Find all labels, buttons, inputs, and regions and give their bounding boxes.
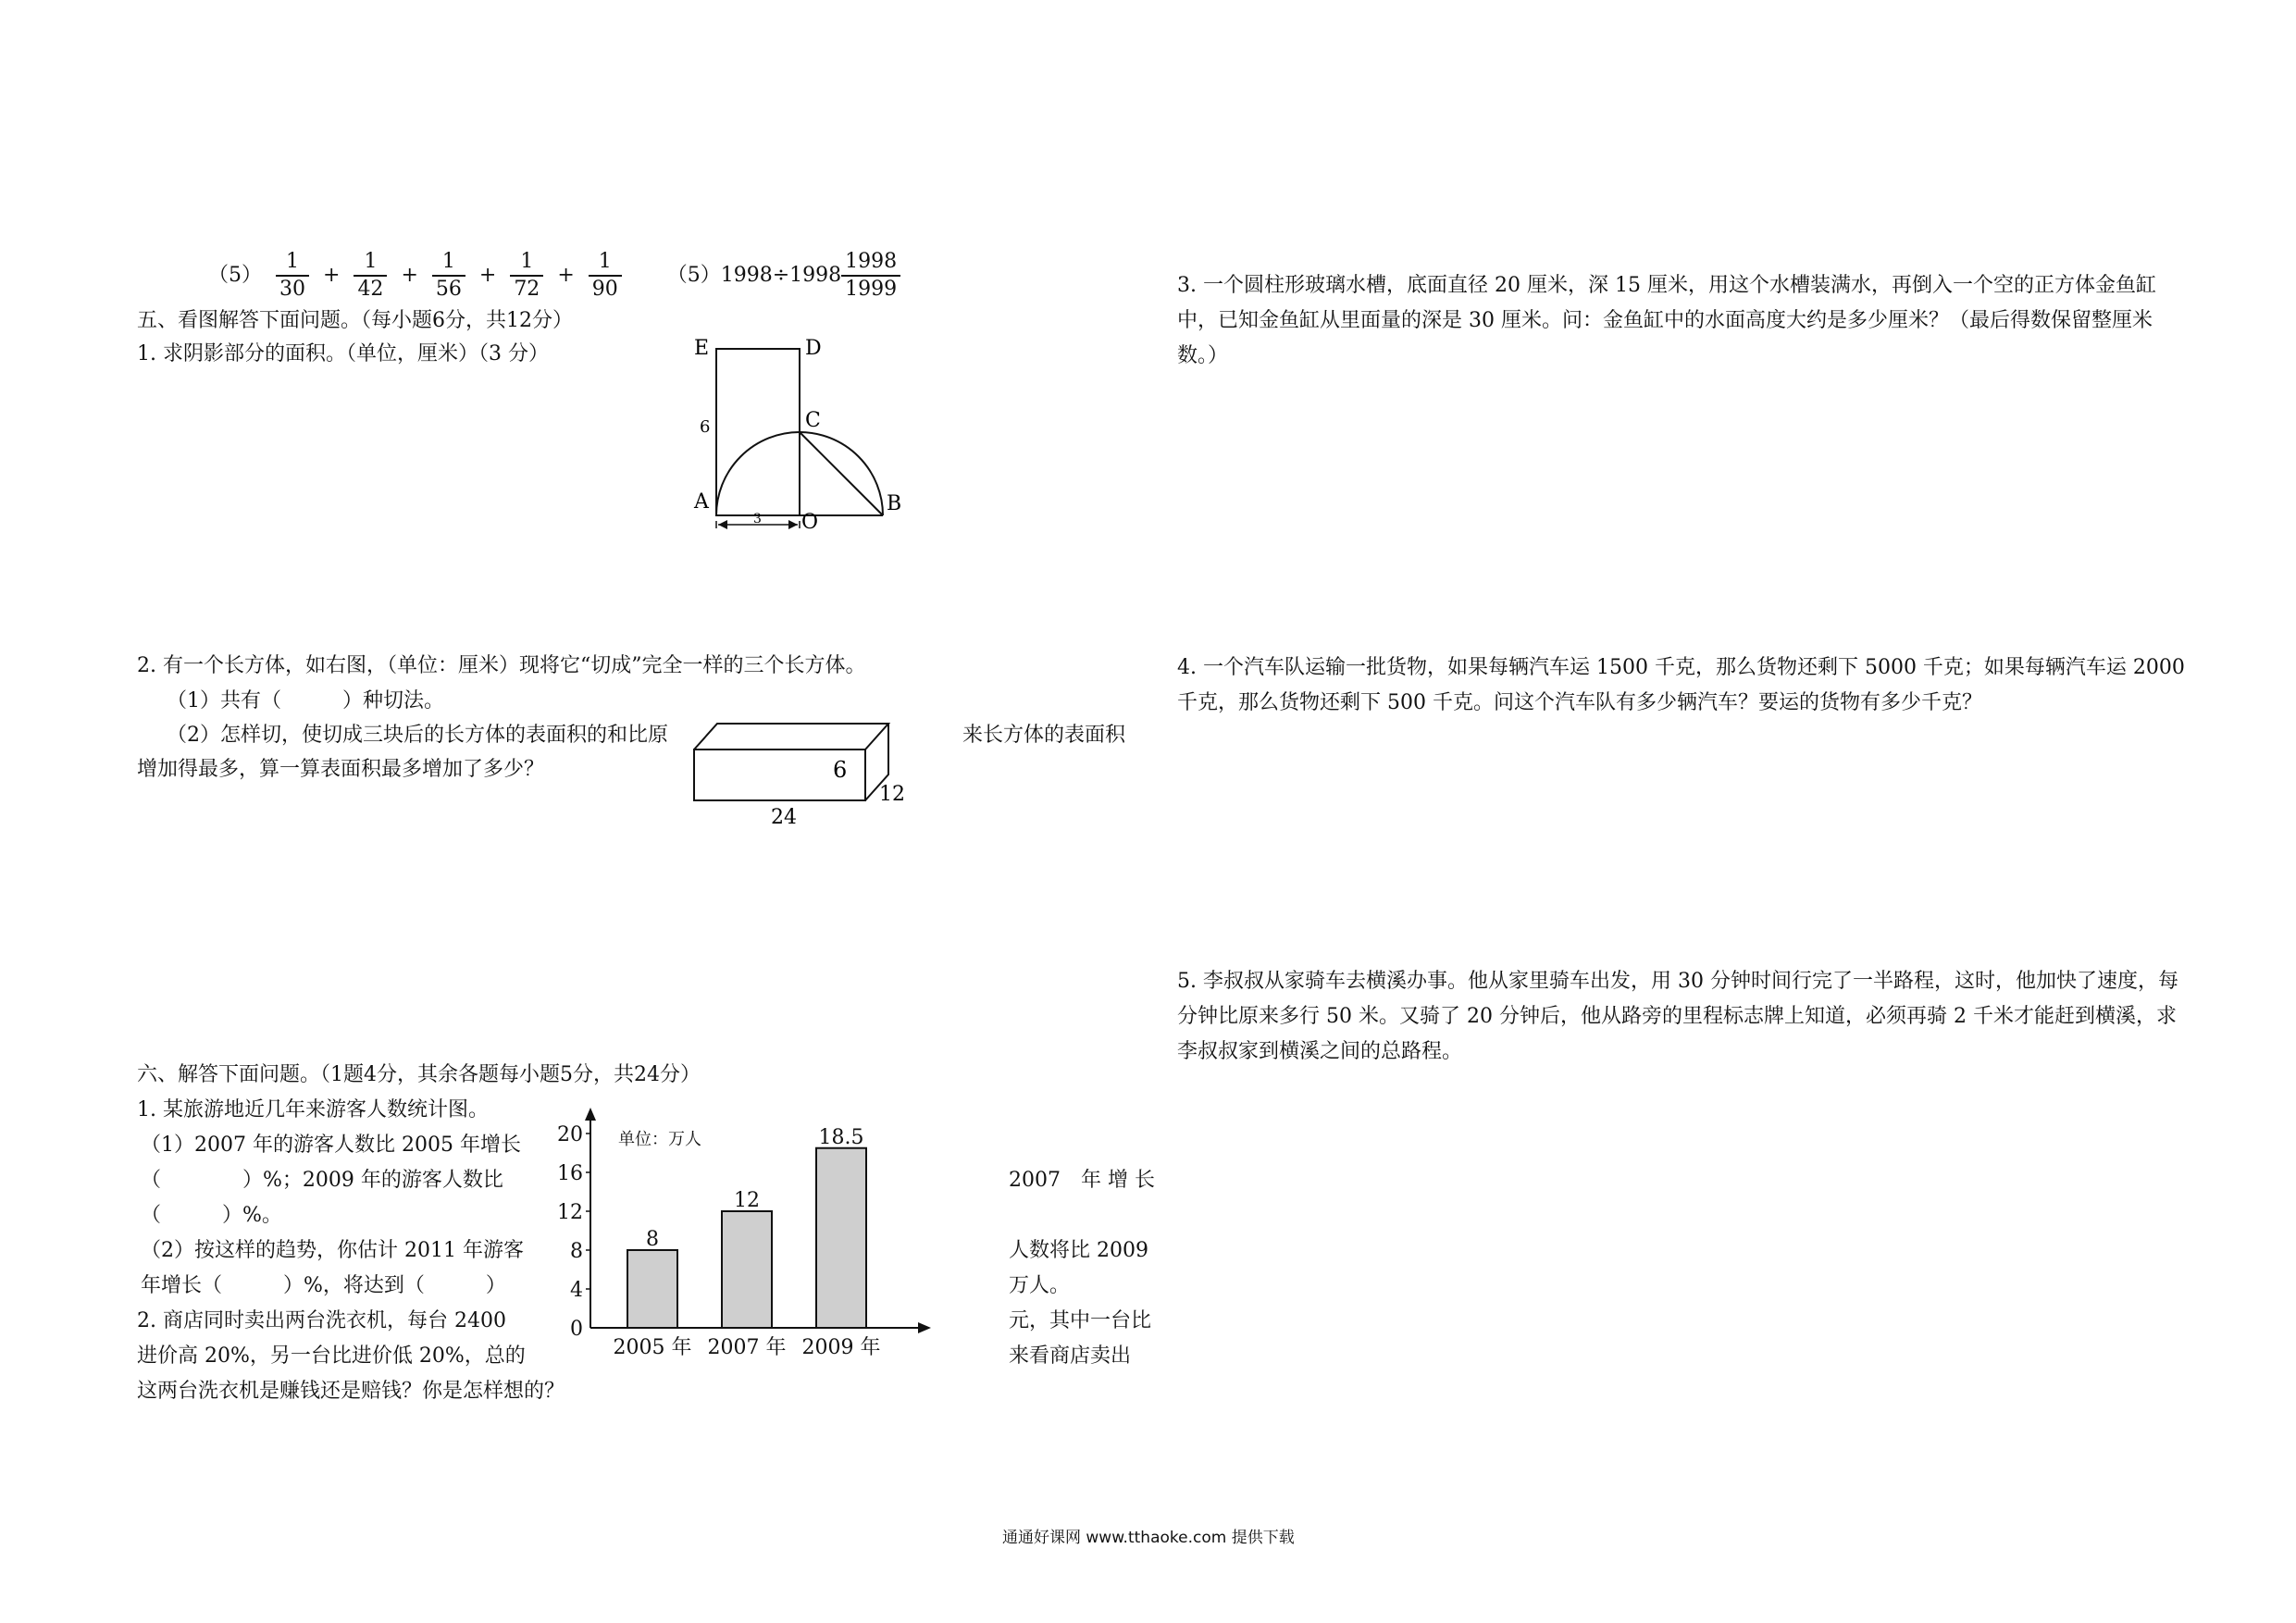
- chart-bars: [614, 1126, 881, 1359]
- s6-q1-line4a: （2）按这样的趋势，你估计 2011 年游客: [141, 1239, 524, 1262]
- label-D: D: [805, 338, 822, 360]
- y-tick-label: 8: [570, 1240, 583, 1263]
- bar-value-label: 8: [646, 1228, 659, 1251]
- s5-question-2-line3b: 来长方体的表面积: [962, 724, 1126, 747]
- plus-sign: +: [478, 264, 497, 287]
- right-question-5: 5. 李叔叔从家骑车去横溪办事。他从家里骑车出发，用 30 分钟时间行完了一半路程，这时，他加快了速度，每分钟比原来多行 50 米。又骑了 20 分钟后，他从路旁的里程标志牌上知道，必须再骑 2 千米才能赶到横溪，求李叔叔家到横溪之间的总路程。: [1177, 970, 2178, 1063]
- bar-value-label: 18.5: [818, 1125, 864, 1149]
- calc-line-5: [208, 248, 908, 304]
- s6-q2-line1a: 2. 商店同时卖出两台洗衣机，每台 2400: [137, 1309, 506, 1332]
- label-6: 6: [700, 417, 711, 437]
- cuboid-figure: [689, 712, 921, 833]
- s6-q1-line5b: 万人。: [1009, 1274, 1071, 1297]
- s6-q1-line4b: 人数将比 2009: [1009, 1239, 1148, 1262]
- x-category-label: 2007 年: [707, 1336, 787, 1359]
- x-category-label: 2009 年: [801, 1336, 881, 1359]
- cuboid-depth-label: 12: [879, 783, 905, 806]
- tourist-bar-chart: [555, 1096, 944, 1379]
- s5-question-1: 1. 求阴影部分的面积。（单位，厘米）（3 分）: [137, 342, 549, 365]
- fraction: $\frac{1}{72}$: [510, 249, 543, 303]
- bar-value-label: 12: [734, 1189, 760, 1212]
- s6-q1-line2b: 2007 年 增 长: [1009, 1169, 1155, 1192]
- chart-ticks: [557, 1123, 590, 1341]
- label-A: A: [694, 490, 709, 514]
- label-E: E: [694, 338, 710, 360]
- s5-question-2-line3a: （2）怎样切，使切成三块后的长方体的表面积的和比原: [167, 724, 668, 747]
- s6-q1-line2a: （ ）%；2009 年的游客人数比: [141, 1169, 503, 1192]
- s6-q2-line2b: 来看商店卖出: [1009, 1344, 1132, 1368]
- section5-heading: 五、看图解答下面问题。（每小题6分，共12分）: [137, 309, 573, 332]
- s6-q2-line2a: 进价高 20%，另一台比进价低 20%，总的: [137, 1344, 526, 1368]
- calc-label-b: （5）1998÷1998: [666, 264, 842, 287]
- right-question-4: 4. 一个汽车队运输一批货物，如果每辆汽车运 1500 千克，那么货物还剩下 5000 千克；如果每辆汽车运 2000 千克，那么货物还剩下 500 千克。问这个汽车队有多少辆汽车？要运的货物有多少千克？: [1177, 656, 2185, 714]
- bar: [722, 1211, 772, 1328]
- plus-sign: +: [401, 264, 418, 287]
- s6-q2-line3: 这两台洗衣机是赚钱还是赔钱？你是怎样想的？: [137, 1380, 565, 1403]
- s6-q1-title: 1. 某旅游地近几年来游客人数统计图。: [137, 1098, 489, 1121]
- fraction: $\frac{1}{90}$: [589, 249, 622, 303]
- s5-question-2-line4: 增加得最多，算一算表面积最多增加了多少？: [137, 758, 545, 781]
- s6-q1-line1: （1）2007 年的游客人数比 2005 年增长: [141, 1134, 521, 1157]
- plus-sign: +: [323, 264, 341, 287]
- semicircle-figure: [685, 338, 907, 541]
- s5-question-2-line2: （1）共有（ ）种切法。: [167, 689, 444, 712]
- label-O: O: [801, 511, 819, 534]
- label-B: B: [887, 492, 902, 515]
- fraction: $\frac{1}{30}$: [276, 249, 309, 303]
- fraction: $\frac{1}{42}$: [354, 249, 387, 303]
- footer-credit: 通通好课网 www.tthaoke.com 提供下载: [1002, 1529, 1295, 1547]
- right-question-3: 3. 一个圆柱形玻璃水槽，底面直径 20 厘米，深 15 厘米，用这个水槽装满水，再倒入一个空的正方体金鱼缸中，已知金鱼缸从里面量的深是 30 厘米。问：金鱼缸中的水面高度大约是多少厘米？（最后得数保留整厘米数。）: [1177, 274, 2156, 367]
- section6-heading: 六、解答下面问题。（1题4分，其余各题每小题5分，共24分）: [137, 1063, 701, 1086]
- y-axis-arrow: [585, 1108, 596, 1121]
- s5-question-2-line1: 2. 有一个长方体，如右图，（单位：厘米）现将它“切成”完全一样的三个长方体。: [137, 654, 866, 677]
- y-tick-label: 12: [557, 1201, 583, 1224]
- plus-sign: +: [557, 264, 575, 287]
- bar: [627, 1250, 677, 1328]
- y-tick-label: 0: [570, 1318, 583, 1341]
- s6-q1-line3: （ ）%。: [141, 1204, 282, 1227]
- fraction: $\frac{1998}{1999}$: [841, 249, 900, 303]
- label-C: C: [805, 409, 821, 432]
- fraction: $\frac{1}{56}$: [432, 249, 465, 303]
- x-category-label: 2005 年: [613, 1336, 692, 1359]
- calc-label: （5）: [208, 264, 262, 287]
- s6-q1-line5a: 年增长（ ）%，将达到（ ）: [141, 1274, 506, 1297]
- label-3: 3: [753, 512, 762, 527]
- y-tick-label: 4: [570, 1279, 583, 1302]
- x-axis-arrow: [918, 1322, 931, 1333]
- cuboid-height-label: 6: [833, 757, 848, 783]
- s6-q2-line1b: 元，其中一台比: [1009, 1309, 1152, 1332]
- y-tick-label: 16: [557, 1162, 583, 1185]
- cuboid-width-label: 24: [771, 806, 797, 829]
- y-tick-label: 20: [557, 1123, 583, 1146]
- bar: [816, 1148, 866, 1328]
- chart-ylabel: 单位：万人: [618, 1130, 701, 1149]
